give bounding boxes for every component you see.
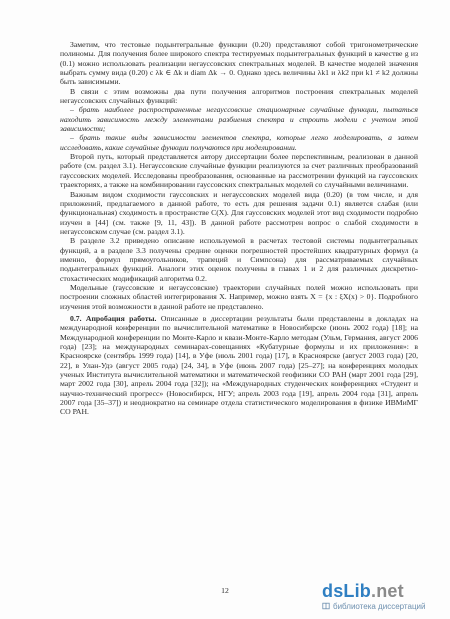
paragraph: В разделе 3.2 приведено описание используемой в расчетах тестовой системы подынтегральных функций, а в разделе 3.3 получены средние оценки погрешностей простейших квадратурных формул (а именно, формул прямоугольников, трапеций и Симпсона) для рассматриваемых случайных подынтегральных функций. Аналоги этих оценок получены в главах 1 и 2 для различных дискретно-стохастических модификаций алгоритма 0.2. <box>60 236 418 283</box>
book-icon <box>322 602 330 610</box>
page-number: 12 <box>221 586 229 595</box>
paragraph: Важным видом сходимости гауссовских и негауссовских моделей вида (0.20) (в том числе, и для приложений, предлагаемого в данной работе, то есть для решения задачи 0.1) является слабая (или функциональная) сходимость в пространстве C(X). Для гауссовских моделей этот вид сходимости подробно изучен в [44] (см. также [9, 11, 43]). В данной работе рассмотрен вопрос о слабой сходимости в негауссовском случае (см. раздел 3.1). <box>60 189 418 236</box>
body-text <box>60 40 418 417</box>
section-paragraph <box>60 314 418 417</box>
watermark-logo: dsLib.net <box>322 581 404 601</box>
watermark[interactable] <box>282 578 442 616</box>
section-heading: 0.7. Апробация работы. <box>70 313 157 323</box>
list-item: – брать наиболее распространенные негауссовские стационарные случайные функции, пытаться находить зависимость между элементами разбиения спектра и строить модели с учетом этой зависимости; <box>60 105 418 134</box>
section-text: Описанные в диссертации результаты были представлены в докладах на международной конференции по вычислительной математике в Новосибирске (июнь 2002 года) [18]; на Международной конференции по Монте-Карло и квази-Монте-Карло методам (Ульм, Германия, август 2006 года) [23]; на международных семинарах-совещаниях «Кубатурные формулы и их приложения»: в Красноярске (сентябрь 1999 года) [14], в Уфе (июль 2001 года) [17], в Красноярске (август 2003 года) [20, 22], в Улан-Удэ (август 2005 года) [24, 34], в Уфе (июнь 2007 года) [25–27]; на конференциях молодых ученых Института вычислительной математики и математической геофизики СО РАН (март 2001 года [29], март 2002 года [30], апрель 2004 года [32]); на «Международных студенческих конференциях «Студент и научно-технический прогресс» (Новосибирск, НГУ; апрель 2003 года [19], апрель 2004 года [31], апрель 2007 года [35–37]) и неоднократно на семинаре отдела статистического моделирования в физике ИВМиМГ СО РАН. <box>60 313 419 417</box>
list-item: – брать такие виды зависимости элементов спектра, которые легко моделировать, а затем исследовать, какие случайные функции получаются при моделировании. <box>60 133 418 152</box>
watermark-caption: библиотека диссертаций <box>333 602 426 611</box>
paragraph: Второй путь, который представляется автору диссертации более перспективным, реализован в данной работе (см. раздел 3.1). Негауссовские случайные функции реализуются за счет различных преобразований гауссовских моделей. Исследованы преобразования, основанные на рассмотрении функций на гауссовских траекториях, а также на комбинировании гауссовских спектральных моделей со случайными величинами. <box>60 152 418 190</box>
paragraph: В связи с этим возможны два пути получения алгоритмов построения спектральных моделей негауссовских случайных функций: <box>60 86 418 106</box>
paragraph: Модельные (гауссовские и негауссовские) траектории случайных полей можно использовать при построении сложных областей интегрирования X. Например, можно взять X = {x : ξX(x) > 0}. Подробного изучения этой возможности в данной работе не представлено. <box>60 282 418 311</box>
paragraph: Заметим, что тестовые подынтегральные функции (0.20) представляют собой тригонометрические полиномы. Для получения более широкого спектра тестируемых подынтегральных функций в качестве g из (0.1) можно использовать реализации негауссовских спектральных моделей. В качестве моделей значения выбрать сумму вида (0.20) с λk ∈ Δk и diam Δk → 0. Однако здесь величины λk1 и λk2 при k1 ≠ k2 должны быть зависимыми. <box>60 40 418 87</box>
